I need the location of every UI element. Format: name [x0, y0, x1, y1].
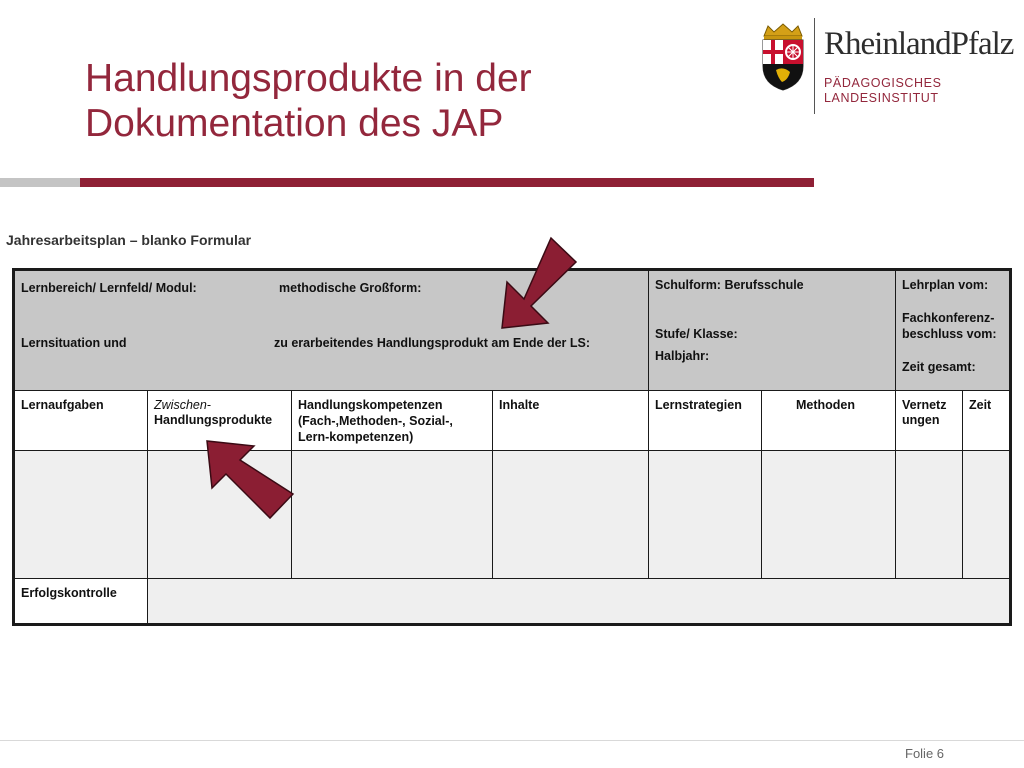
erfolgskontrolle-label: Erfolgskontrolle	[21, 586, 117, 600]
col-kompetenzen-label-1: Handlungskompetenzen	[298, 398, 443, 412]
label-fachkonferenz-2: beschluss vom:	[902, 327, 997, 341]
footer-divider	[0, 740, 1024, 741]
col-inhalte-label: Inhalte	[499, 398, 540, 412]
label-schulform: Schulform: Berufsschule	[655, 278, 804, 292]
col-vernetzungen-label-2: ungen	[902, 413, 940, 427]
label-zeit-gesamt: Zeit gesamt:	[902, 360, 976, 374]
body-cell-kompetenzen	[291, 450, 494, 580]
slide-number: Folie 6	[905, 746, 945, 761]
header-lehrplan-cell	[895, 270, 1010, 392]
logo-subtitle-line-2: LANDESINSTITUT	[824, 91, 939, 105]
slide-title	[85, 56, 532, 146]
logo-divider	[814, 18, 815, 114]
col-kompetenzen-label-3: Lern-kompetenzen)	[298, 430, 414, 444]
col-inhalte	[492, 390, 650, 452]
slide-title-line-1: Handlungsprodukte in der	[85, 57, 532, 100]
label-halbjahr: Halbjahr:	[655, 349, 710, 363]
logo-subtitle-line-1: PÄDAGOGISCHES	[824, 76, 942, 90]
col-lernstrategien	[648, 390, 763, 452]
col-lernaufgaben	[14, 390, 149, 452]
col-methoden	[761, 390, 897, 452]
label-stufe: Stufe/ Klasse:	[655, 327, 738, 341]
col-kompetenzen-label-2: (Fach-,Methoden-, Sozial-,	[298, 414, 453, 428]
body-cell-inhalte	[492, 450, 650, 580]
body-cell-methoden	[761, 450, 897, 580]
body-cell-vernetzungen	[895, 450, 964, 580]
title-underline-red	[80, 178, 814, 187]
erfolgskontrolle-value-cell	[147, 578, 1010, 624]
col-zeit-label: Zeit	[969, 398, 992, 412]
rlp-coat-of-arms-icon	[758, 22, 808, 92]
body-cell-zwischen	[147, 450, 293, 580]
header-schulform-cell	[648, 270, 897, 392]
body-cell-zeit	[962, 450, 1010, 580]
col-zwischen-label-2: Handlungsprodukte	[154, 413, 273, 427]
col-lernaufgaben-label: Lernaufgaben	[21, 398, 104, 412]
col-zeit	[962, 390, 1010, 452]
title-underline-grey	[0, 178, 80, 187]
logo-subtitle	[824, 76, 942, 106]
slide-title-line-2: Dokumentation des JAP	[85, 102, 504, 145]
label-handlungsprodukt: zu erarbeitendes Handlungsprodukt am Ende der LS:	[274, 336, 591, 350]
col-zwischen-label-1: Zwischen-	[154, 398, 211, 412]
label-fachkonferenz-1: Fachkonferenz-	[902, 311, 995, 325]
col-vernetzungen	[895, 390, 964, 452]
logo-wordmark: RheinlandPfalz	[824, 26, 1014, 62]
jahresarbeitsplan-form	[12, 268, 1012, 626]
body-cell-lernstrategien	[648, 450, 763, 580]
header-left-cell	[14, 270, 650, 392]
col-handlungskompetenzen	[291, 390, 494, 452]
label-lehrplan: Lehrplan vom:	[902, 278, 989, 292]
rlp-logo	[758, 14, 1014, 114]
label-lernbereich: Lernbereich/ Lernfeld/ Modul:	[21, 281, 197, 295]
col-zwischen-handlungsprodukte	[147, 390, 293, 452]
label-grossform: methodische Großform:	[279, 281, 422, 295]
label-lernsituation: Lernsituation und	[21, 336, 127, 350]
erfolgskontrolle-label-cell	[14, 578, 149, 624]
col-methoden-label: Methoden	[796, 398, 856, 412]
form-title: Jahresarbeitsplan – blanko Formular	[6, 232, 252, 248]
col-vernetzungen-label-1: Vernetz	[902, 398, 947, 412]
col-lernstrategien-label: Lernstrategien	[655, 398, 742, 412]
body-cell-lernaufgaben	[14, 450, 149, 580]
